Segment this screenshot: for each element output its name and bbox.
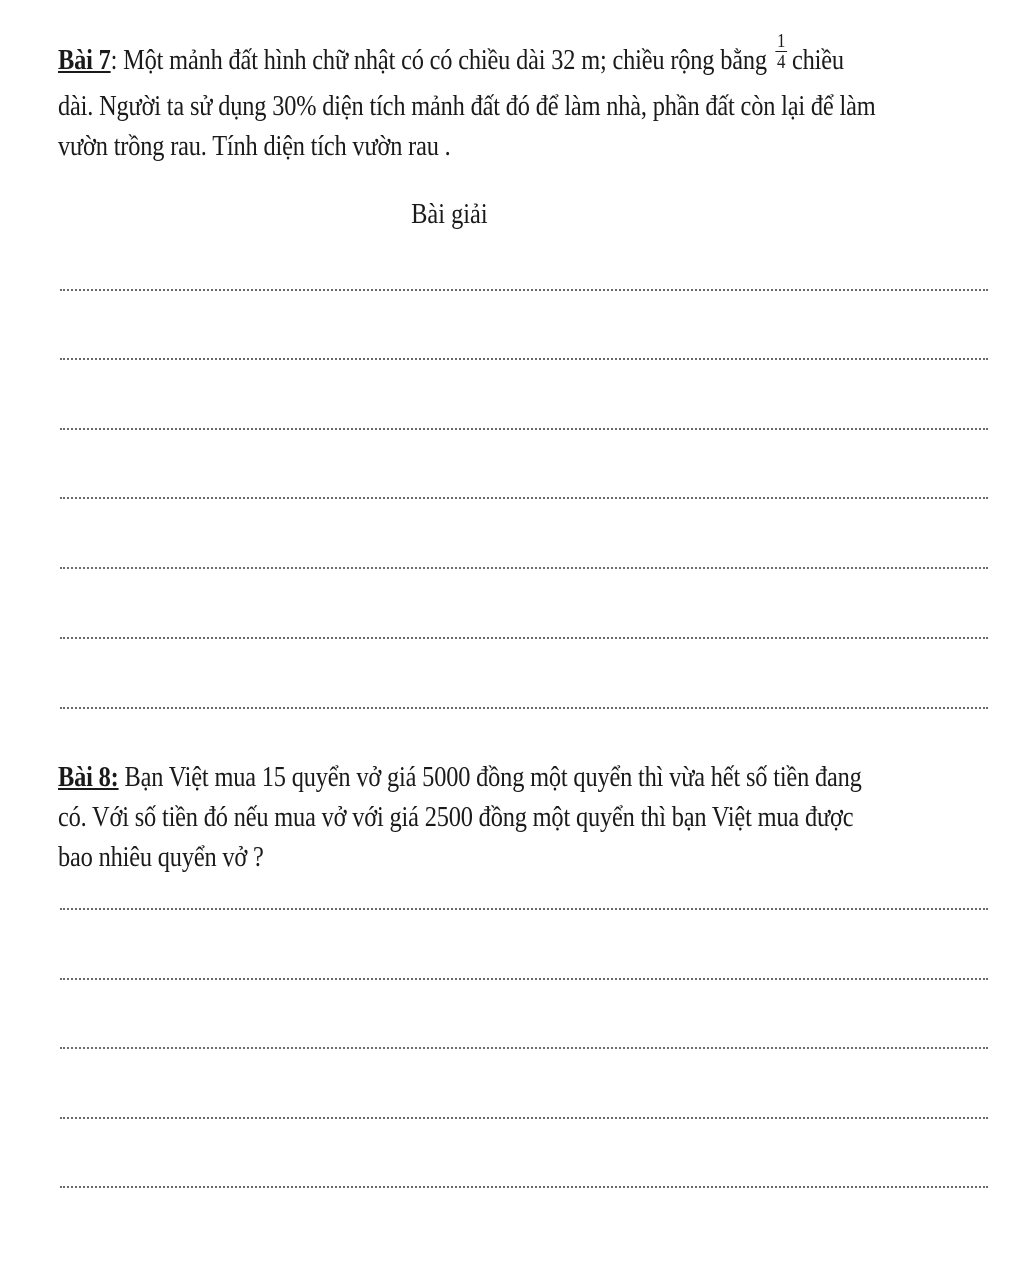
fraction-numerator: 1 — [777, 29, 786, 52]
answer-line[interactable] — [60, 289, 988, 291]
answer-line[interactable] — [60, 1117, 988, 1119]
problem-8 — [58, 757, 999, 877]
solution-heading: Bài giải — [411, 198, 488, 230]
problem-7-line-2: dài. Người ta sử dụng 30% diện tích mảnh đất đó để làm nhà, phần đất còn lại để làm — [58, 90, 876, 122]
problem-8-label: Bài 8: — [58, 761, 119, 793]
answer-line[interactable] — [60, 1186, 988, 1188]
answer-line[interactable] — [60, 707, 988, 709]
problem-7-text-1-end: chiều — [791, 44, 844, 76]
problem-7-line-3: vườn trồng rau. Tính diện tích vườn rau . — [58, 130, 451, 162]
problem-8-line-3: bao nhiêu quyển vở ? — [58, 841, 264, 873]
answer-line[interactable] — [60, 358, 988, 360]
problem-8-line-2: có. Với số tiền đó nếu mua vở với giá 2500 đồng một quyển thì bạn Việt mua được — [58, 801, 854, 833]
answer-line[interactable] — [60, 908, 988, 910]
answer-line[interactable] — [60, 978, 988, 980]
answer-line[interactable] — [60, 497, 988, 499]
answer-line[interactable] — [60, 428, 988, 430]
problem-7-text-1: : Một mảnh đất hình chữ nhật có có chiều dài 32 m; chiều rộng bằng — [110, 44, 767, 76]
answer-line[interactable] — [60, 567, 988, 569]
fraction-denominator: 4 — [777, 50, 786, 73]
answer-line[interactable] — [60, 637, 988, 639]
problem-8-line-1 — [58, 757, 999, 797]
problem-7-label: Bài 7 — [58, 44, 111, 76]
fraction — [775, 31, 787, 72]
problem-7-line-1 — [58, 29, 999, 80]
answer-line[interactable] — [60, 1047, 988, 1049]
problem-7 — [58, 29, 999, 166]
problem-8-text-1: Bạn Việt mua 15 quyển vở giá 5000 đồng một quyển thì vừa hết số tiền đang — [118, 761, 862, 793]
